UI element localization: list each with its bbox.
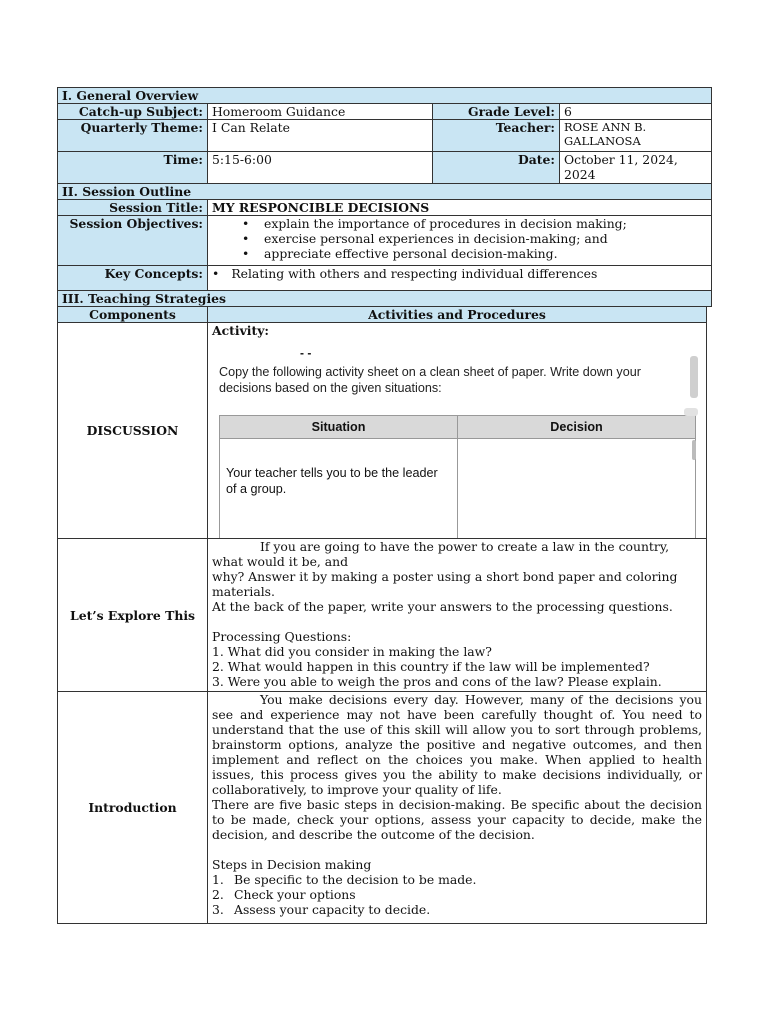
section-teaching-strategies: III. Teaching Strategies — [58, 291, 712, 307]
objective-item: • explain the importance of procedures in decision making; — [264, 216, 707, 231]
grade-value: 6 — [560, 104, 712, 120]
introduction-cell — [208, 692, 707, 924]
steps-list — [212, 872, 702, 917]
decision-cell — [458, 439, 696, 539]
step-item — [212, 887, 702, 902]
components-header: Components — [58, 307, 208, 323]
session-title-value: MY RESPONCIBLE DECISIONS — [208, 200, 712, 216]
discussion-label: DISCUSSION — [58, 323, 208, 539]
sheet-dash: - - — [300, 352, 312, 360]
session-title-label: Session Title: — [58, 200, 208, 216]
overview-table — [57, 87, 712, 307]
step-text: Check your options — [234, 887, 356, 902]
explore-line-2: what would it be, and — [212, 554, 349, 569]
activity-sheet-image — [214, 352, 704, 538]
explore-line-3: why? Answer it by making a poster using a short bond paper and coloring materials. — [212, 569, 678, 599]
decision-header: Decision — [458, 416, 696, 439]
teacher-label: Teacher: — [433, 120, 560, 152]
step-number: 2. — [212, 887, 224, 902]
step-text: Assess your capacity to decide. — [234, 902, 431, 917]
objectives-cell — [208, 216, 712, 266]
time-label: Time: — [58, 152, 208, 184]
explore-line-4: At the back of the paper, write your answers to the processing questions. — [212, 599, 673, 614]
theme-value: I Can Relate — [208, 120, 433, 152]
sheet-instruction: Copy the following activity sheet on a clean sheet of paper. Write down your decisions based on the given situations: — [219, 365, 641, 395]
step-item — [212, 902, 702, 917]
objective-item: • exercise personal experiences in decision-making; and — [264, 231, 707, 246]
explore-label: Let’s Explore This — [58, 539, 208, 692]
date-label: Date: — [433, 152, 560, 184]
situation-header: Situation — [220, 416, 458, 439]
teacher-value: ROSE ANN B. GALLANOSA — [560, 120, 712, 152]
step-number: 1. — [212, 872, 224, 887]
objectives-list — [212, 216, 707, 261]
key-concepts-label: Key Concepts: — [58, 266, 208, 291]
step-text: Be specific to the decision to be made. — [234, 872, 477, 887]
objective-item: • appreciate effective personal decision-making. — [264, 246, 707, 261]
steps-heading: Steps in Decision making — [212, 857, 372, 872]
processing-questions-heading: Processing Questions: — [212, 629, 352, 644]
explore-line-1: If you are going to have the power to create a law in the country, — [260, 539, 670, 554]
activity-sheet-table — [219, 415, 696, 538]
date-value: October 11, 2024, 2024 — [560, 152, 712, 184]
edge-artifact — [684, 408, 698, 416]
intro-paragraph-2: There are five basic steps in decision-making. Be specific about the decision to be made, check your options, assess your capacity to decide, make the decision, and describe the outcome of the decision. — [212, 797, 702, 842]
objectives-label: Session Objectives: — [58, 216, 208, 266]
processing-question: 1. What did you consider in making the law? — [212, 644, 492, 659]
section-general-overview: I. General Overview — [58, 88, 712, 104]
step-item — [212, 872, 702, 887]
subject-label: Catch-up Subject: — [58, 104, 208, 120]
edge-artifact — [690, 356, 698, 398]
processing-question: 3. Were you able to weigh the pros and cons of the law? Please explain. — [212, 674, 662, 689]
processing-question: 2. What would happen in this country if the law will be implemented? — [212, 659, 650, 674]
theme-label: Quarterly Theme: — [58, 120, 208, 152]
explore-cell — [208, 539, 707, 692]
key-concepts-cell — [208, 266, 712, 291]
activities-header: Activities and Procedures — [208, 307, 707, 323]
activity-heading: Activity: — [212, 323, 269, 338]
edge-artifact — [692, 440, 696, 460]
section-session-outline: II. Session Outline — [58, 184, 712, 200]
step-number: 3. — [212, 902, 224, 917]
key-concepts-value: Relating with others and respecting individual differences — [231, 266, 598, 281]
intro-paragraph-1: You make decisions every day. However, many of the decisions you see and experience may not have been carefully thought of. You need to understand that the use of this skill will allow you to sort through problems, brainstorm options, analyze the positive and negative outcomes, and then implement and reflect on the choices you make. When applied to health issues, this process gives you the ability to make decisions individually, or collaboratively, to improve your quality of life. — [212, 692, 702, 797]
subject-value: Homeroom Guidance — [208, 104, 433, 120]
situation-cell: Your teacher tells you to be the leader of a group. — [220, 439, 458, 539]
introduction-label: Introduction — [58, 692, 208, 924]
time-value: 5:15-6:00 — [208, 152, 433, 184]
grade-label: Grade Level: — [433, 104, 560, 120]
key-concepts-bullet: • — [212, 266, 220, 281]
